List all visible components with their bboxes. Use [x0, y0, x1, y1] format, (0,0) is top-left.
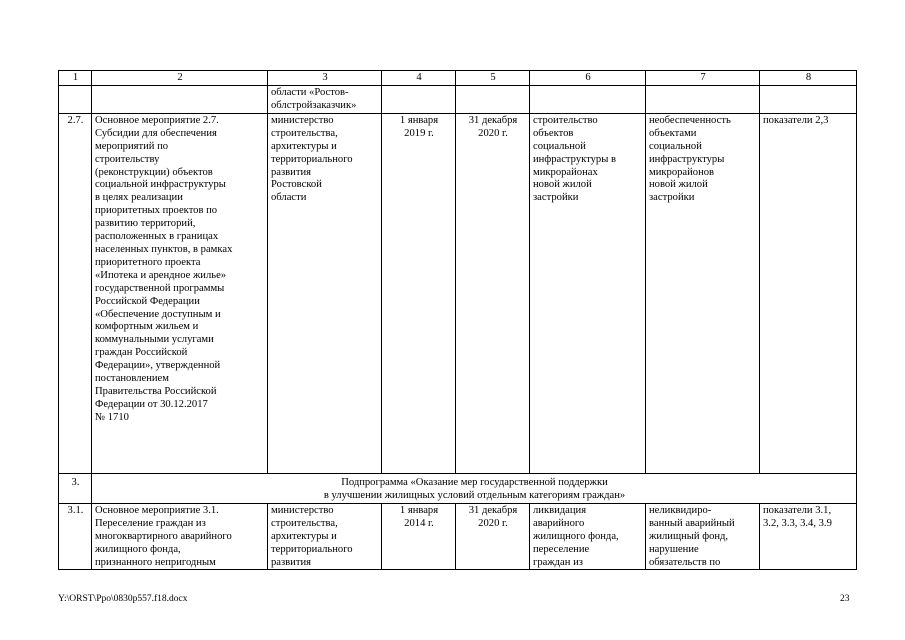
row-number: 2.7.: [59, 113, 92, 473]
page-number: 23: [840, 594, 850, 604]
column-number-6: 6: [530, 71, 646, 86]
column-number-row: [59, 71, 857, 86]
start-date: 1 января 2019 г.: [382, 113, 456, 473]
table-row-3-1: [59, 503, 857, 570]
subprogram-row-3: [59, 473, 857, 503]
column-number-8: 8: [760, 71, 857, 86]
responsible-executor: министерство строительства, архитектуры и территориального развития: [268, 503, 382, 570]
related-indicators: показатели 3.1, 3.2, 3.3, 3.4, 3.9: [760, 503, 857, 570]
column-number-3: 3: [268, 71, 382, 86]
end-date: 31 декабря 2020 г.: [456, 113, 530, 473]
column-number-4: 4: [382, 71, 456, 86]
responsible-executor: министерство строительства, архитектуры и территориального развития Ростовской области: [268, 113, 382, 473]
non-implementation-consequences: неликвидиро- ванный аварийный жилищный фонд, нарушение обязательств по: [646, 503, 760, 570]
related-indicators: показатели 2,3: [760, 113, 857, 473]
cont-responsible: области «Ростов- облстройзаказчик»: [268, 85, 382, 113]
measure-name: Основное мероприятие 2.7. Субсидии для обеспечения мероприятий по строительству (реконструкции) объектов социальной инфраструктуры в целях реализации приоритетных проектов по развитию территорий, расположенных в границах населенных пунктов, в рамках приоритетного проекта «Ипотека и арендное жилье» государственной программы Российской Федерации «Обеспечение доступным и комфортным жильем и коммунальными услугами граждан Российской Федерации», утвержденной постановлением Правительства Российской Федерации от 30.12.2017 № 1710: [92, 113, 268, 473]
table-row-2-7: [59, 113, 857, 473]
activities-table: [58, 70, 857, 570]
end-date: 31 декабря 2020 г.: [456, 503, 530, 570]
row-number: 3.: [59, 473, 92, 503]
column-number-7: 7: [646, 71, 760, 86]
subprogram-title: Подпрограмма «Оказание мер государственной поддержки в улучшении жилищных условий отдельным категориям граждан»: [92, 473, 857, 503]
non-implementation-consequences: необеспеченность объектами социальной инфраструктуры микрорайонов новой жилой застройки: [646, 113, 760, 473]
measure-name: Основное мероприятие 3.1. Переселение граждан из многоквартирного аварийного жилищного фонда, признанного непригодным: [92, 503, 268, 570]
continuation-row: [59, 85, 857, 113]
column-number-2: 2: [92, 71, 268, 86]
row-number: 3.1.: [59, 503, 92, 570]
column-number-1: 1: [59, 71, 92, 86]
file-path: Y:\ORST\Ppo\0830p557.f18.docx: [58, 594, 188, 604]
start-date: 1 января 2014 г.: [382, 503, 456, 570]
column-number-5: 5: [456, 71, 530, 86]
expected-result: строительство объектов социальной инфраструктуры в микрорайонах новой жилой застройки: [530, 113, 646, 473]
expected-result: ликвидация аварийного жилищного фонда, переселение граждан из: [530, 503, 646, 570]
